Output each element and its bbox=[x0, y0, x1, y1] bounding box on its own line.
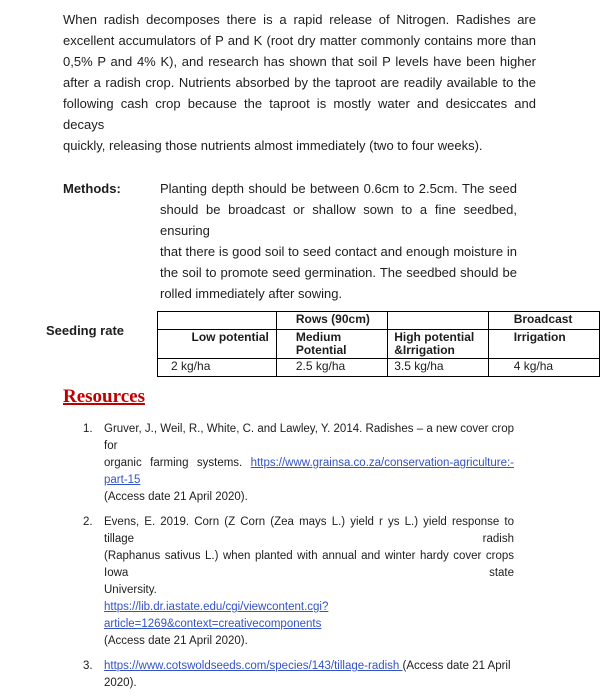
table-cell: 2 kg/ha bbox=[158, 359, 277, 377]
table-cell: 3.5 kg/ha bbox=[388, 359, 489, 377]
paragraph-line: excellent accumulators of P and K (root dry matter commonly contains more than bbox=[63, 33, 536, 48]
table-cell: Irrigation bbox=[488, 330, 599, 359]
methods-label: Methods: bbox=[63, 181, 121, 196]
paragraph-line: quickly, releasing those nutrients almost immediately (two to four weeks). bbox=[63, 138, 483, 153]
table-cell: High potential &Irrigation bbox=[388, 330, 489, 359]
reference-number: 1. bbox=[83, 423, 93, 435]
reference-text-segment: organic farming systems. bbox=[104, 457, 251, 469]
table-cell: Medium Potential bbox=[276, 330, 387, 359]
paragraph-line: after a radish crop. Nutrients absorbed by the taproot are readily available to the bbox=[63, 75, 536, 90]
reference-item bbox=[83, 421, 523, 506]
reference-line bbox=[104, 582, 514, 599]
table-cell: 2.5 kg/ha bbox=[276, 359, 387, 377]
table-cell: Low potential bbox=[158, 330, 277, 359]
resources-section bbox=[63, 386, 523, 700]
table-cell bbox=[158, 312, 277, 330]
methods-section bbox=[63, 178, 518, 304]
paragraph-line: When radish decomposes there is a rapid release of Nitrogen. Radishes are bbox=[63, 12, 536, 27]
reference-number: 2. bbox=[83, 516, 93, 528]
reference-line bbox=[104, 421, 514, 455]
reference-text-segment: Gruver, J., Weil, R., White, C. and Lawley, Y. 2014. Radishes – a new cover crop for bbox=[104, 423, 514, 452]
paragraph-line: the soil to promote seed germination. The seedbed should be bbox=[160, 265, 517, 280]
reference-line bbox=[104, 514, 514, 548]
paragraph-line: that there is good soil to seed contact and enough moisture in bbox=[160, 244, 517, 259]
table-row bbox=[158, 312, 600, 330]
reference-text-segment: (Raphanus sativus L.) when planted with annual and winter hardy cover crops Iowa state bbox=[104, 550, 514, 579]
reference-line bbox=[104, 633, 514, 650]
reference-text bbox=[104, 658, 514, 692]
table-cell bbox=[388, 312, 489, 330]
table-cell: 4 kg/ha bbox=[488, 359, 599, 377]
reference-text bbox=[104, 421, 514, 506]
reference-line bbox=[104, 548, 514, 582]
reference-item bbox=[83, 514, 523, 650]
paragraph-line: Planting depth should be between 0.6cm to 2.5cm. The seed bbox=[160, 181, 517, 196]
seeding-rate-table bbox=[157, 311, 600, 377]
reference-line bbox=[104, 489, 514, 506]
table-cell: Rows (90cm) bbox=[276, 312, 387, 330]
reference-text bbox=[104, 514, 514, 650]
seeding-rate-label: Seeding rate bbox=[46, 323, 125, 338]
resources-heading: Resources bbox=[63, 386, 145, 407]
seeding-rate-section bbox=[46, 311, 600, 377]
reference-item bbox=[83, 658, 523, 692]
table-row bbox=[158, 359, 600, 377]
reference-text-segment: Evens, E. 2019. Corn (Z Corn (Zea mays L.) yield r ys L.) yield response to tillage radish bbox=[104, 516, 514, 545]
paragraph-line: should be broadcast or shallow sown to a fine seedbed, ensuring bbox=[160, 202, 517, 238]
intro-paragraph bbox=[63, 9, 536, 156]
methods-paragraph bbox=[160, 178, 517, 304]
table-cell: Broadcast bbox=[488, 312, 599, 330]
reference-line bbox=[104, 599, 514, 633]
reference-line bbox=[104, 455, 514, 489]
reference-link[interactable]: https://www.cotswoldseeds.com/species/143/tillage-radish bbox=[104, 660, 403, 672]
reference-text-segment: University. bbox=[104, 584, 157, 596]
paragraph-line: following cash crop because the taproot is mostly water and desiccates and decays bbox=[63, 96, 536, 132]
reference-text-segment: (Access date 21 April 2020). bbox=[104, 491, 248, 503]
paragraph-line: 0,5% P and 4% K), and research has shown that soil P levels have been higher bbox=[63, 54, 536, 69]
reference-list bbox=[83, 421, 523, 692]
reference-link[interactable]: https://lib.dr.iastate.edu/cgi/viewcontent.cgi?article=1269&context=creativecomponents bbox=[104, 601, 329, 630]
reference-text-segment: (Access date 21 April 2020). bbox=[104, 660, 511, 689]
paragraph-line: rolled immediately after sowing. bbox=[160, 286, 343, 301]
table-row bbox=[158, 330, 600, 359]
reference-link[interactable]: https://www.grainsa.co.za/conservation-agriculture:-part-15 bbox=[104, 457, 514, 486]
reference-text-segment: (Access date 21 April 2020). bbox=[104, 635, 248, 647]
reference-number: 3. bbox=[83, 660, 93, 672]
reference-line bbox=[104, 658, 514, 692]
seeding-rate-table-body bbox=[158, 312, 600, 377]
